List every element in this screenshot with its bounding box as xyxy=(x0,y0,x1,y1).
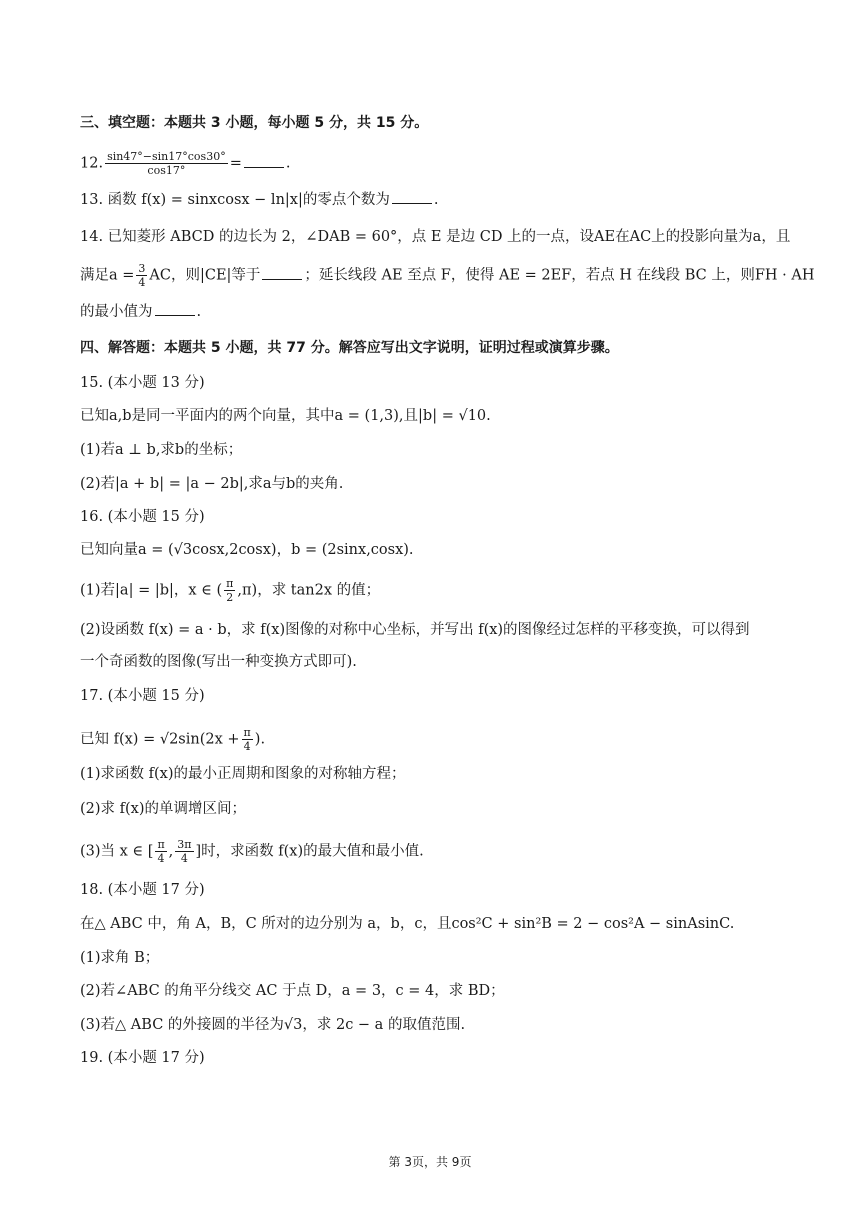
question-14-line-3 xyxy=(80,302,201,322)
q17-stem-start: 已知 f(x) = √2sin(2x + xyxy=(80,731,240,748)
q17-f1-denominator: 4 xyxy=(157,852,165,865)
q16-denominator: 2 xyxy=(226,591,234,604)
q17-stem-end: ). xyxy=(254,731,266,748)
q19-title: 19. (本小题 17 分) xyxy=(80,1050,205,1066)
q14-condition: 满足a = xyxy=(80,267,135,284)
section-4-heading: 四、解答题：本题共 5 小题，共 77 分。解答应写出文字说明，证明过程或演算步骤。 xyxy=(80,340,619,356)
q14-min-value: 的最小值为 xyxy=(80,304,153,320)
q14-denominator: 4 xyxy=(138,276,146,289)
q17-part-3 xyxy=(80,838,424,865)
q13-text: 13. 函数 f(x) = sinxcosx − ln|x|的零点个数为 xyxy=(80,192,390,208)
q14-extension: ；延长线段 AE 至点 F，使得 AE = 2EF，若点 H 在线段 BC 上，则FH · AH xyxy=(304,267,815,284)
q18-stem: 在△ ABC 中，角 A，B，C 所对的边分别为 a，b，c，且cos²C + sin²B = 2 − cos²A − sinAsinC. xyxy=(80,916,735,932)
q14-ask-ce: AC，则|CE|等于 xyxy=(149,267,261,284)
question-12 xyxy=(80,150,290,177)
q14-answer-blank-2 xyxy=(155,314,195,316)
q16-fraction xyxy=(224,577,235,604)
q15-part-2: (2)若|a + b| = |a − 2b|,求a与b的夹角. xyxy=(80,476,344,492)
section-3-heading: 三、填空题：本题共 3 小题，每小题 5 分，共 15 分。 xyxy=(80,115,429,131)
question-13 xyxy=(80,190,438,210)
q14-numerator: 3 xyxy=(138,262,146,275)
q13-answer-blank xyxy=(392,202,432,204)
q17-fraction-2 xyxy=(175,838,193,865)
q17-title: 17. (本小题 15 分) xyxy=(80,688,205,704)
q12-number: 12. xyxy=(80,155,104,172)
q17-stem xyxy=(80,726,265,753)
q17-fraction xyxy=(242,726,253,753)
q17-denominator: 4 xyxy=(243,740,251,753)
q18-title: 18. (本小题 17 分) xyxy=(80,882,205,898)
q13-end: . xyxy=(433,192,439,208)
q12-answer-blank xyxy=(244,166,284,168)
q14-fraction xyxy=(136,262,147,289)
q17-p3-start: (3)当 x ∈ [ xyxy=(80,843,154,860)
q12-denominator: cos17° xyxy=(147,164,186,177)
q17-f2-denominator: 4 xyxy=(180,852,188,865)
q16-numerator: π xyxy=(226,577,234,590)
q15-title: 15. (本小题 13 分) xyxy=(80,375,205,391)
q16-stem: 已知向量a = (√3cosx,2cosx)，b = (2sinx,cosx). xyxy=(80,542,414,558)
q14-end: . xyxy=(196,304,202,320)
q16-title: 16. (本小题 15 分) xyxy=(80,509,205,525)
q12-end: . xyxy=(285,155,291,172)
q16-part-2: (2)设函数 f(x) = a · b，求 f(x)图像的对称中心坐标，并写出 f(x)的图像经过怎样的平移变换，可以得到 xyxy=(80,622,750,638)
q15-part-1: (1)若a ⊥ b,求b的坐标； xyxy=(80,442,243,458)
question-14-line-2 xyxy=(80,262,815,289)
q17-part-1: (1)求函数 f(x)的最小正周期和图象的对称轴方程； xyxy=(80,766,406,782)
q14-answer-blank-1 xyxy=(262,278,302,280)
q16-p1-start: (1)若|a| = |b|，x ∈ ( xyxy=(80,582,223,599)
q17-part-2: (2)求 f(x)的单调增区间； xyxy=(80,801,247,817)
q18-part-2: (2)若∠ABC 的角平分线交 AC 于点 D，a = 3，c = 4，求 BD； xyxy=(80,983,505,999)
q17-f1-numerator: π xyxy=(157,838,165,851)
q18-part-1: (1)求角 B； xyxy=(80,950,160,966)
q18-part-3: (3)若△ ABC 的外接圆的半径为√3，求 2c − a 的取值范围. xyxy=(80,1017,466,1033)
q15-stem: 已知a,b是同一平面内的两个向量，其中a = (1,3),且|b| = √10. xyxy=(80,408,491,424)
q17-f2-numerator: 3π xyxy=(177,838,192,851)
q17-fraction-1 xyxy=(155,838,166,865)
q12-numerator: sin47°−sin17°cos30° xyxy=(107,150,226,163)
q12-equals: = xyxy=(229,155,242,172)
page-footer: 第 3页，共 9页 xyxy=(388,1155,472,1169)
q16-part-1 xyxy=(80,577,380,604)
q16-part-2-cont: 一个奇函数的图像(写出一种变换方式即可). xyxy=(80,654,357,670)
q17-numerator: π xyxy=(243,726,251,739)
q17-p3-separator: , xyxy=(168,843,174,860)
question-14-line-1: 14. 已知菱形 ABCD 的边长为 2，∠DAB = 60°，点 E 是边 CD 上的一点，设AE在AC上的投影向量为a，且 xyxy=(80,229,791,245)
q12-fraction xyxy=(105,150,228,177)
q17-p3-end: ]时，求函数 f(x)的最大值和最小值. xyxy=(195,843,424,860)
q16-p1-end: ,π)，求 tan2x 的值； xyxy=(237,582,381,599)
